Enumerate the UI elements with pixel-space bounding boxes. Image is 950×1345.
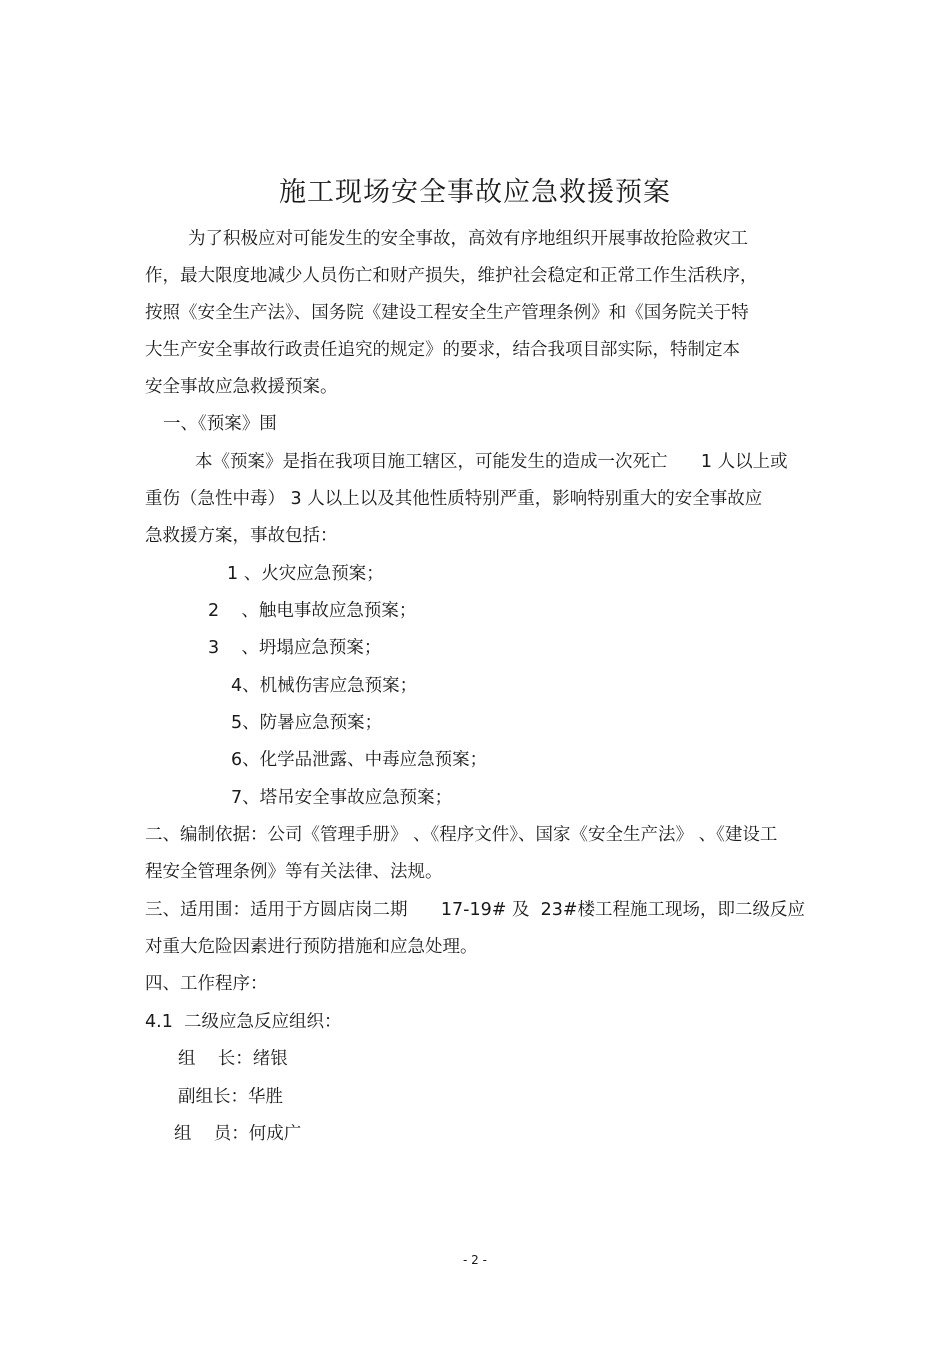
intro-line-2: 作，最大限度地减少人员伤亡和财产损失，维护社会稳定和正常工作生活秩序， <box>145 266 758 286</box>
section1-body-line-2: 重伤（急性中毒） 3 人以上以及其他性质特别严重，影响特别重大的安全事故应 <box>145 489 763 509</box>
section1-body-line-1: 本《预案》是指在我项目施工辖区，可能发生的造成一次死亡 1 人以上或 <box>195 452 788 472</box>
section4-heading: 四、工作程序： <box>145 974 268 994</box>
section2-line-2: 程安全管理条例》等有关法律、法规。 <box>145 862 443 882</box>
section3-line-1: 三、适用围：适用于方圆店岗二期 17-19# 及 23#楼工程施工现场，即二级反应 <box>145 900 806 920</box>
plan-item-2: 2 、触电事故应急预案； <box>208 601 417 621</box>
plan-item-4: 4、机械伤害应急预案； <box>231 676 418 696</box>
section2-line-1: 二、编制依据：公司《管理手册》 、《程序文件》、国家《安全生产法》 、《建设工 <box>145 825 778 845</box>
plan-item-3: 3 、坍塌应急预案； <box>208 638 382 658</box>
section4-subheading: 4.1 二级应急反应组织： <box>145 1012 342 1032</box>
plan-item-5: 5、防暑应急预案； <box>231 713 383 733</box>
plan-item-7: 7、塔吊安全事故应急预案； <box>231 788 453 808</box>
intro-line-5: 安全事故应急救援预案。 <box>145 377 338 397</box>
section3-line-2: 对重大危险因素进行预防措施和应急处理。 <box>145 937 478 957</box>
plan-item-1: 1 、火灾应急预案； <box>227 564 384 584</box>
member-staff: 组 员：何成广 <box>174 1124 302 1144</box>
intro-line-1: 为了积极应对可能发生的安全事故，高效有序地组织开展事故抢险救灾工 <box>188 229 748 249</box>
section1-heading: 一、《预案》围 <box>163 414 277 434</box>
member-deputy: 副组长：华胜 <box>178 1087 283 1107</box>
intro-line-3: 按照《安全生产法》、国务院《建设工程安全生产管理条例》和《国务院关于特 <box>145 303 749 323</box>
section1-body-line-3: 急救援方案，事故包括： <box>145 526 338 546</box>
member-leader: 组 长：绪银 <box>178 1049 288 1069</box>
intro-line-4: 大生产安全事故行政责任追究的规定》的要求，结合我项目部实际，特制定本 <box>145 340 740 360</box>
document-title: 施工现场安全事故应急救援预案 <box>279 177 671 208</box>
page-number: - 2 - <box>463 1253 487 1267</box>
plan-item-6: 6、化学品泄露、中毒应急预案； <box>231 750 488 770</box>
